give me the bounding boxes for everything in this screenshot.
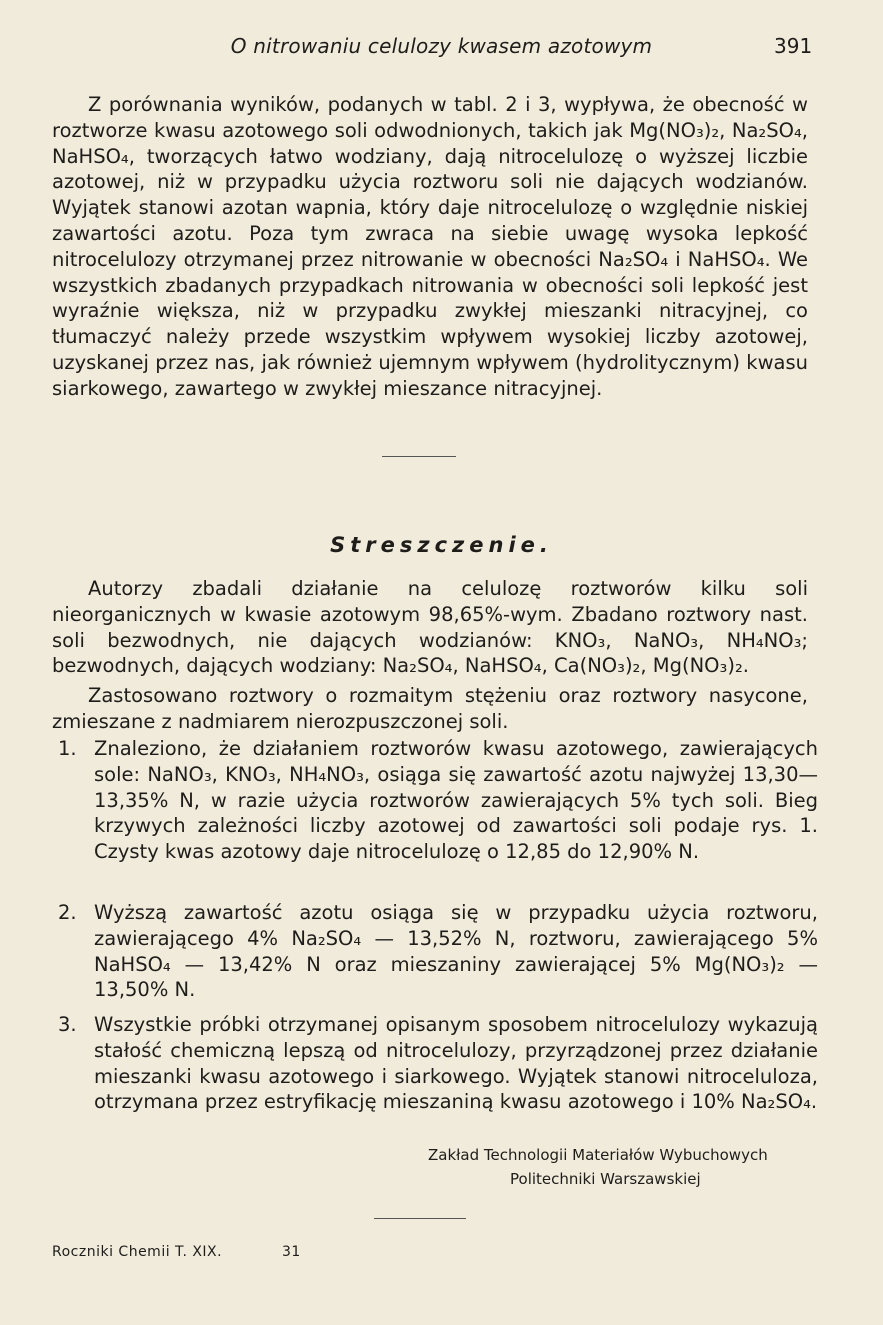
list-item-number: 2. <box>58 901 77 924</box>
closing-divider <box>374 1218 466 1219</box>
list-item-number: 1. <box>58 737 77 760</box>
page-number: 391 <box>774 34 813 58</box>
summary-heading: Streszczenie. <box>330 533 553 557</box>
summary-list-item <box>58 1012 818 1115</box>
summary-list-item <box>58 900 818 1003</box>
list-item-text: Wszystkie próbki otrzymanej opisanym sposobem nitrocelulozy wykazują stałość chemiczną lepszą od nitrocelulozy, przyrządzonej przez działanie mieszanki kwasu azotowego i siarkowego. Wyjątek stanowi nitroceluloza, otrzymana przez estryfikację mieszaniną kwasu azotowego i 10% Na₂SO₄. <box>94 1013 818 1114</box>
signature-line-2: Politechniki Warszawskiej <box>510 1170 701 1188</box>
summary-list-item <box>58 736 818 865</box>
section-divider <box>382 456 456 457</box>
signature-line-1: Zakład Technologii Materiałów Wybuchowych <box>428 1146 768 1164</box>
list-item-number: 3. <box>58 1013 77 1036</box>
footer-sheet-number: 31 <box>282 1244 301 1260</box>
list-item-text: Wyższą zawartość azotu osiąga się w przypadku użycia roztworu, zawierającego 4% Na₂SO₄ — 13,52% N, roztworu, zawierającego 5% NaHSO₄ — 13,42% N oraz mieszaniny zawierającej 5% Mg(NO₃)₂ — 13,50% N. <box>94 901 818 1002</box>
intro-paragraph: Z porównania wyników, podanych w tabl. 2 i 3, wypływa, że obecność w roztworze kwasu azotowego soli odwodnionych, takich jak Mg(NO₃)₂, Na₂SO₄, NaHSO₄, tworzących łatwo wodziany, dają nitrocelulozę o wyższej liczbie azotowej, niż w przypadku użycia roztworu soli nie dających wodzianów. Wyjątek stanowi azotan wapnia, który daje nitrocelulozę o względnie niskiej zawartości azotu. Poza tym zwraca na siebie uwagę wysoka lepkość nitrocelulozy otrzymanej przez nitrowanie w obecności Na₂SO₄ i NaHSO₄. We wszystkich zbadanych przypadkach nitrowania w obecności soli lepkość jest wyraźnie większa, niż w przypadku zwykłej mieszanki nitracyjnej, co tłumaczyć należy przede wszystkim wpływem wysokiej liczby azotowej, uzyskanej przez nas, jak również ujemnym wpływem (hydrolitycznym) kwasu siarkowego, zawartego w zwykłej mieszance nitracyjnej. <box>52 93 808 400</box>
list-item-text: Znaleziono, że działaniem roztworów kwasu azotowego, zawierających sole: NaNO₃, KNO₃, NH₄NO₃, osiąga się zawartość azotu najwyżej 13,30—13,35% N, w razie użycia roztworów zawierających 5% tych soli. Bieg krzywych zależności liczby azotowej od zawartości soli podaje rys. 1. Czysty kwas azotowy daje nitrocelulozę o 12,85 do 12,90% N. <box>94 737 818 864</box>
summary-paragraph-1: Autorzy zbadali działanie na celulozę roztworów kilku soli nieorganicznych w kwasie azotowym 98,65%-wym. Zbadano roztwory nast. soli bezwodnych, nie dających wodzianów: KNO₃, NaNO₃, NH₄NO₃; bezwodnych, dających wodziany: Na₂SO₄, NaHSO₄, Ca(NO₃)₂, Mg(NO₃)₂. <box>52 577 808 678</box>
footer-journal: Roczniki Chemii T. XIX. <box>52 1244 223 1260</box>
running-header-title: O nitrowaniu celulozy kwasem azotowym <box>230 34 653 58</box>
summary-paragraph-2: Zastosowano roztwory o rozmaitym stężeniu oraz roztwory nasycone, zmieszane z nadmiarem nierozpuszczonej soli. <box>52 684 808 733</box>
